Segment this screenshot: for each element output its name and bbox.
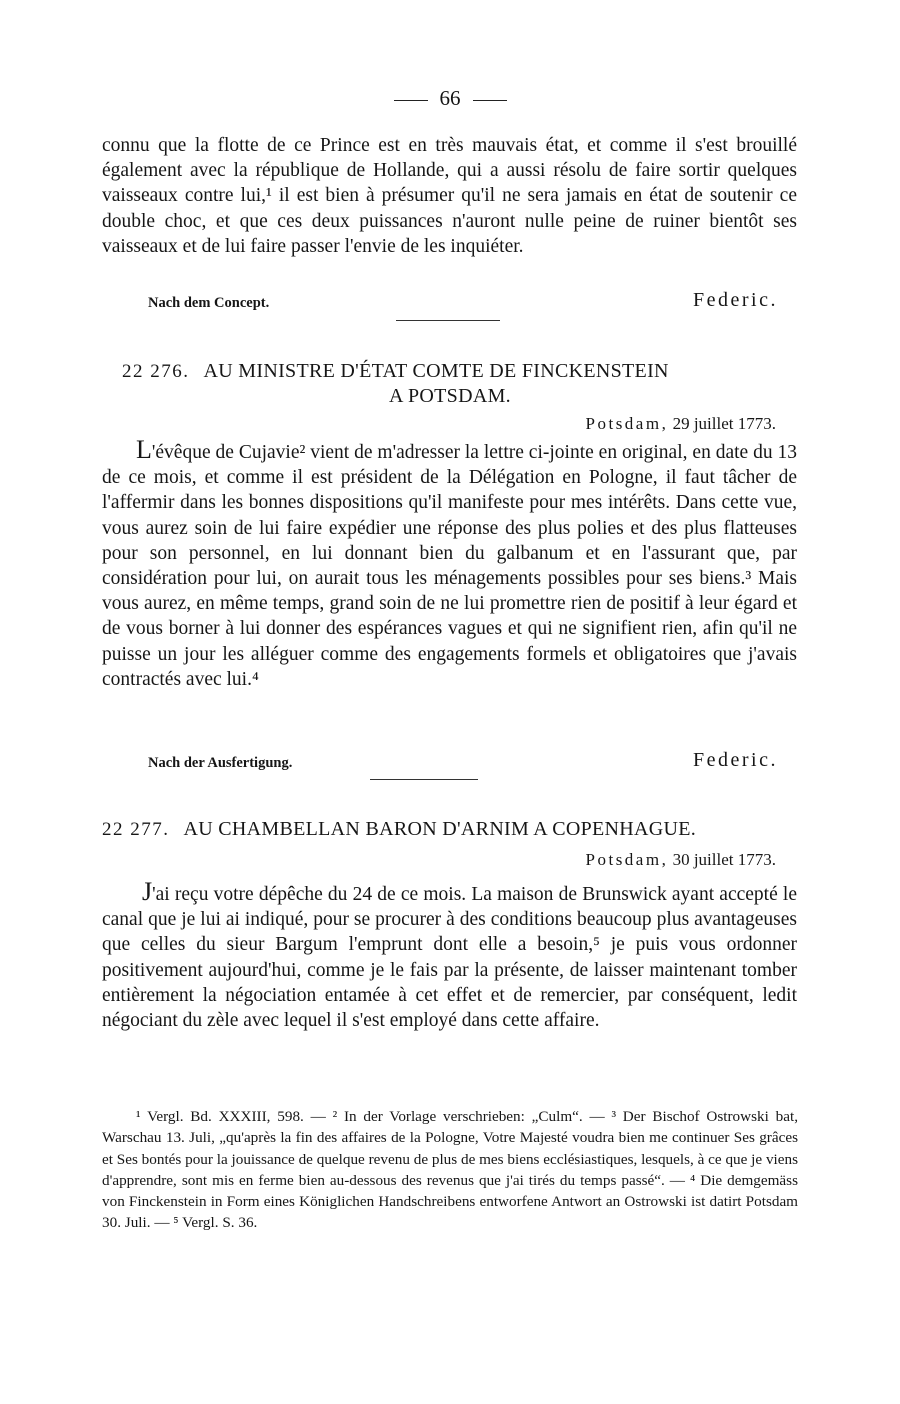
initial-letter: J	[142, 877, 153, 906]
letter-body	[102, 879, 797, 1033]
section-divider	[370, 779, 478, 780]
letter-body-text: 'ai reçu votre dépêche du 24 de ce mois. La maison de Brunswick ayant accepté le canal que je lui ai indiqué, pour se procurer à des conditions beaucoup plus avantageuses que celles du sieur Bargum l'emprunt dont elle a besoin,⁵ je puis vous ordonner positivement aujourd'hui, comme je le fais par la présente, de laisser maintenant tomber entièrement la négociation entamée à cet effet et de remercier, par conséquent, ledit négociant du zèle avec lequel il s'est employé dans cette affaire.	[102, 884, 797, 1032]
dateline	[586, 850, 776, 870]
letter-title: AU CHAMBELLAN BARON D'ARNIM A COPENHAGUE.	[183, 818, 697, 840]
page-number: 66	[439, 86, 461, 110]
letter-number: 22 276.	[122, 361, 190, 382]
signature: Federic.	[693, 749, 778, 771]
dateline	[586, 414, 776, 434]
letter-body	[102, 437, 797, 692]
footnotes: ¹ Vergl. Bd. XXXIII, 598. — ² In der Vorlage verschrieben: „Culm“. — ³ Der Bischof Ostrowski bat, Warschau 13. Juli, „qu'après la fin des affaires de la Pologne, Votre Majesté voudra bien me continuer Ses grâces et Ses bontés pour la jouissance de quelque revenu de plus de mes biens ecclésiastiques, lesquels, à ce que je viens d'apprendre, sont mis en ferme bien au-dessous des revenus que j'ai tirés du temps passé“. — ⁴ Die demgemäss von Finckenstein in Form eines Königlichen Handschreibens entworfene Antwort an Ostrowski ist datirt Potsdam 30. Juli. — ⁵ Vergl. S. 36.	[102, 1108, 798, 1232]
header-dash-right	[473, 100, 507, 101]
dateline-date: 29 juillet 1773.	[672, 414, 776, 433]
continuation-paragraph: connu que la flotte de ce Prince est en très mauvais état, et comme il s'est brouillé également avec la république de Hollande, qui a aussi résolu de faire sortir quelques vaisseaux contre lui,¹ il est bien à présumer qu'il ne sera jamais en état de soutenir ce double choc, et que ces deux puissances n'auront nulle peine de ruiner bientôt ses vaisseaux et de lui faire passer l'envie de les inquiéter.	[102, 135, 797, 257]
letter-body-block	[102, 879, 797, 1033]
letter-heading	[102, 818, 802, 841]
source-note: Nach dem Concept.	[148, 295, 270, 311]
letter-body-text: 'évêque de Cujavie² vient de m'adresser la lettre ci-jointe en original, en date du 13 de ce mois, et comme il est président de la Délégation en Pologne, il faut tâcher de l'affermir dans les bonnes dispositions qu'il manifeste pour mes intérêts. Dans cette vue, vous aurez soin de lui faire expédier une réponse des plus polies et des plus flatteuses pour son personnel, en lui donnant bien du galbanum et en l'assurant que, par considération pour lui, on aurait tous les ménagements possibles pour ses biens.³ Mais vous aurez, en même temps, grand soin de ne lui promettre rien de positif à leur égard et de vous borner à lui donner des espérances vagues et qui ne signifient rien, afin qu'il ne puisse un jour les alléguer comme des engagements formels et obligatoires que j'avais contractés avec lui.⁴	[102, 442, 797, 690]
page-number-header	[0, 86, 900, 111]
letter-source-row	[148, 746, 778, 772]
letter-title: AU MINISTRE D'ÉTAT COMTE DE FINCKENSTEIN	[203, 360, 669, 382]
initial-letter: L	[136, 435, 152, 464]
continuation-block	[102, 133, 797, 259]
letter-heading	[122, 360, 802, 383]
signature: Federic.	[693, 289, 778, 311]
continuation-source-row	[148, 286, 778, 312]
letter-body-block	[102, 437, 797, 692]
section-divider	[396, 320, 500, 321]
dateline-place: Potsdam,	[585, 414, 669, 433]
source-note: Nach der Ausfertigung.	[148, 755, 293, 771]
letter-number: 22 277.	[102, 819, 170, 840]
dateline-date: 30 juillet 1773.	[672, 850, 776, 869]
dateline-place: Potsdam,	[585, 850, 669, 869]
letter-title-line2: A POTSDAM.	[389, 385, 511, 407]
header-dash-left	[394, 100, 428, 101]
